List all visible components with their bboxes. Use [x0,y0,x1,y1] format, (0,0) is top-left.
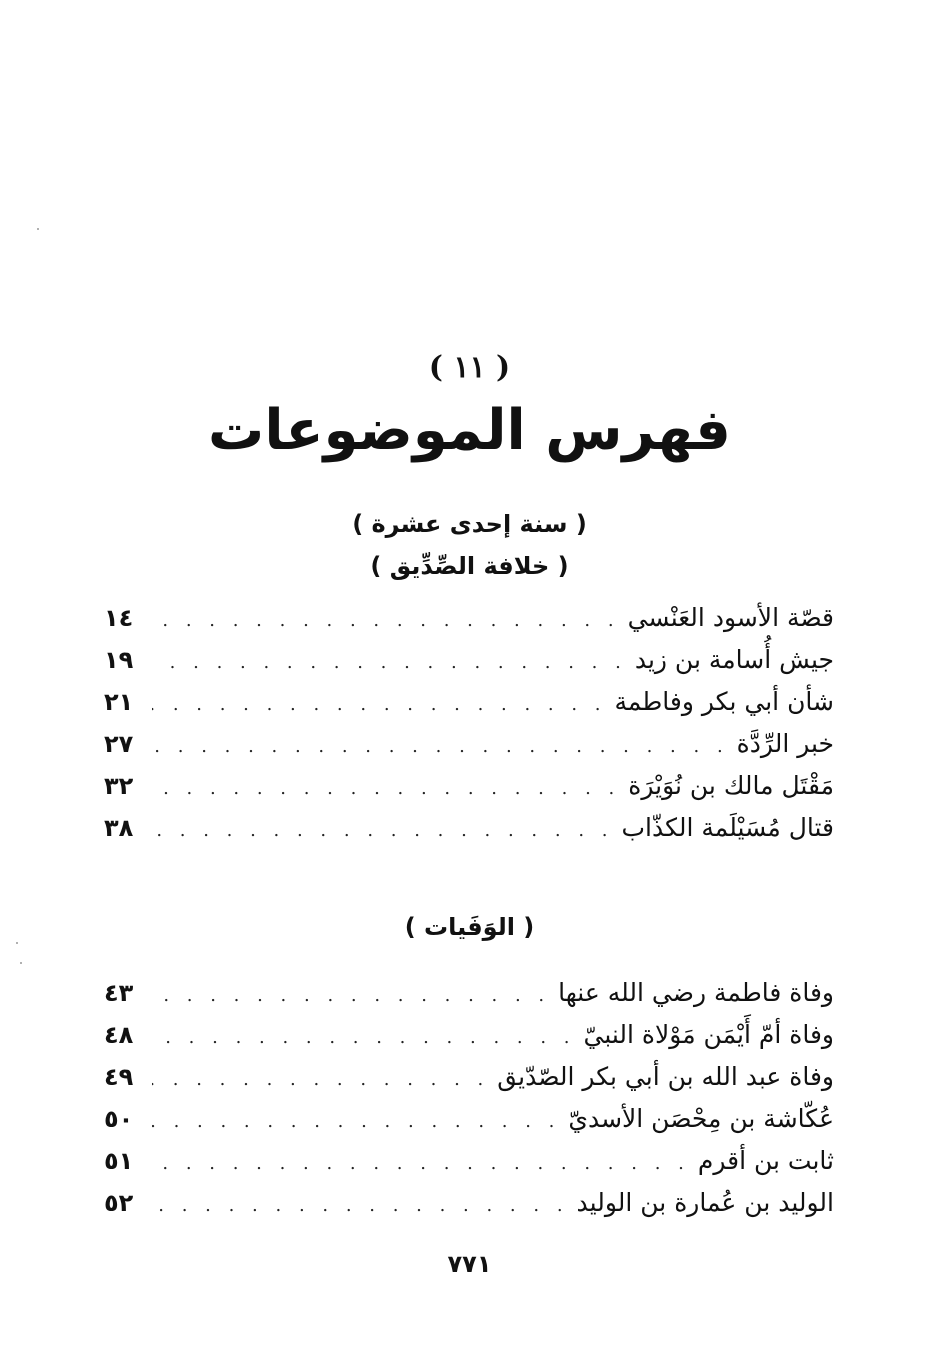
toc-entry-title: ثابت بن أقرم [697,1146,834,1175]
scan-speck [16,942,18,944]
dot-leader [152,1027,576,1048]
toc-entry [104,771,834,813]
toc-entry [104,729,834,771]
toc-entry-page: ٥٠ [104,1105,134,1133]
toc-entry-page: ٥١ [104,1147,134,1175]
toc-entry-page: ١٤ [104,604,134,632]
toc-entry-page: ٤٨ [104,1021,134,1049]
toc-entry-page: ٢٧ [104,730,134,758]
toc-entry [104,603,834,645]
toc-entry-title: وفاة فاطمة رضي الله عنها [558,978,834,1007]
toc-entry [104,1062,834,1104]
toc-entry-page: ١٩ [104,646,134,674]
dot-leader [152,694,607,715]
dot-leader [152,778,620,799]
toc-entry-page: ٣٨ [104,814,134,842]
toc-entry-title: وفاة أمّ أَيْمَن مَوْلاة النبيّ [583,1020,834,1049]
scan-speck [20,962,22,964]
toc-entry-title: قصّة الأسود العَنْسي [627,603,834,632]
toc-entry-title: الوليد بن عُمارة بن الوليد [576,1188,834,1217]
toc-entry-title: عُكّاشة بن مِحْصَن الأسديّ [568,1104,834,1133]
dot-leader [152,736,729,757]
toc-entry-title: جيش أُسامة بن زيد [634,645,834,674]
volume-number: ( ١١ ) [428,350,511,385]
toc-entry-title: وفاة عبد الله بن أبي بكر الصّدّيق [497,1062,834,1091]
page-number: ٧٧١ [447,1250,492,1278]
toc-entry [104,1020,834,1062]
toc-entry [104,1146,834,1188]
toc-entry-page: ٤٩ [104,1063,134,1091]
section-heading-caliphate: ( خلافة الصِّدِّيق ) [370,552,569,580]
toc-list-deaths [104,978,834,1230]
toc-entry-page: ٢١ [104,688,134,716]
toc-list-events [104,603,834,855]
section-heading-deaths: ( الوَفَيات ) [404,913,535,941]
section-heading-year: ( سنة إحدى عشرة ) [352,510,587,538]
dot-leader [152,1111,560,1132]
dot-leader [152,652,627,673]
toc-entry [104,1188,834,1230]
toc-entry-title: شأن أبي بكر وفاطمة [614,687,834,716]
toc-entry-page: ٣٢ [104,772,134,800]
toc-entry-title: قتال مُسَيْلَمة الكذّاب [621,813,834,842]
dot-leader [152,1195,569,1216]
page-title: فهرس الموضوعات [208,398,731,463]
toc-entry-title: مَقْتَل مالك بن نُوَيْرَة [628,771,834,800]
toc-entry-page: ٥٢ [104,1189,134,1217]
dot-leader [152,1069,489,1090]
toc-entry [104,1104,834,1146]
dot-leader [152,1153,690,1174]
scan-speck [37,228,39,230]
toc-entry [104,645,834,687]
toc-entry [104,978,834,1020]
toc-entry-page: ٤٣ [104,979,134,1007]
toc-entry [104,687,834,729]
dot-leader [152,985,550,1006]
toc-entry-title: خبر الرِّدَّة [736,729,834,758]
dot-leader [152,610,620,631]
dot-leader [152,820,613,841]
toc-entry [104,813,834,855]
